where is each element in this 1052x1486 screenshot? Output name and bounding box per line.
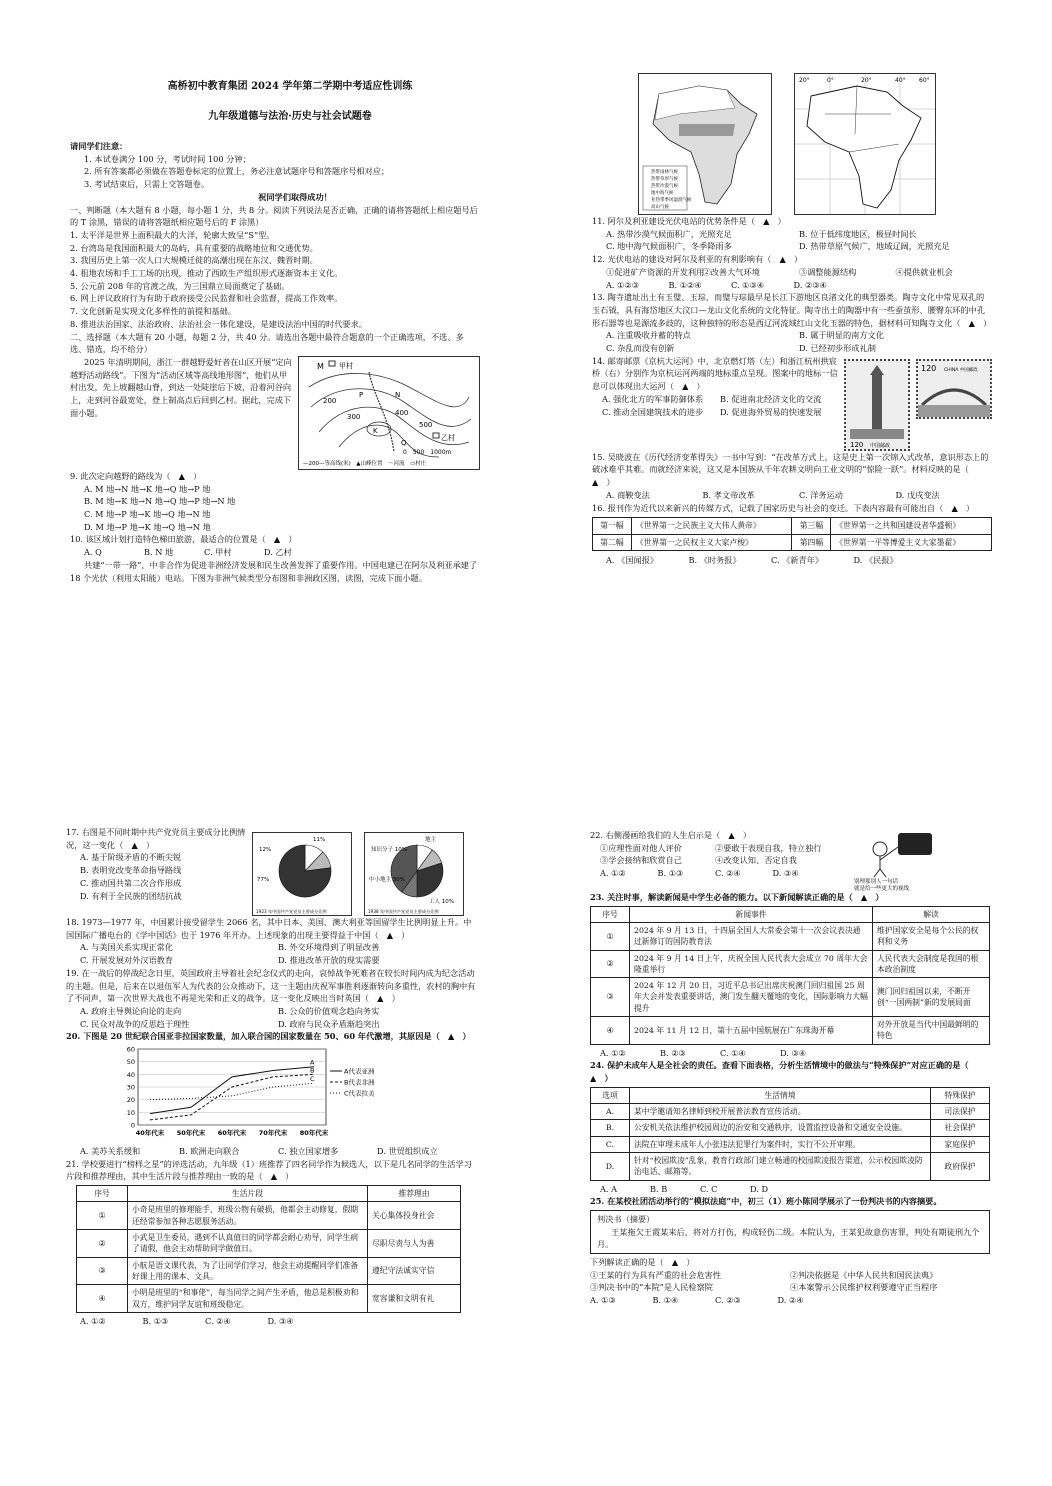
legend-climate-1: 热带雨林气候 (651, 170, 678, 175)
judge-item: 7. 文化创新是实现文化多样性的前提和基础。 (70, 306, 236, 317)
q22-sub: ①应理性面对他人评价 (600, 842, 682, 853)
q25-option: D. ②④ (777, 1295, 804, 1306)
q10-option: B. N 地 (144, 547, 174, 558)
table-cell: 家庭保护 (931, 1136, 990, 1152)
pie-label: 77% (257, 877, 270, 883)
africa-political-map (794, 73, 936, 215)
pie-caption: 1938 年中国共产党党员主要成分比例 (368, 909, 439, 914)
table-row (593, 534, 992, 550)
x-tick-label: 70年代末 (258, 1129, 288, 1138)
table-cell: 宽容谦和文明有礼 (368, 1285, 461, 1313)
table-cell: ④ (591, 1017, 630, 1045)
q11-option: D. 热带草原气候广，地域辽阔，光照充足 (799, 241, 950, 252)
pie-label: 11% (313, 837, 326, 843)
table-header: 特殊保护 (931, 1087, 990, 1103)
judge-item: 3. 我国历史上第一次人口大规模迁徙的高潮出现在东汉、魏晋时期。 (70, 255, 318, 266)
q9-option: A. M 地→N 地→K 地→Q 地→P 地 (84, 483, 211, 494)
q21-option: D. ③④ (267, 1315, 294, 1326)
q12-option: A. ①②③ (606, 279, 640, 290)
q13-stem: 13. 陶寺遗址出土有玉璧、玉琮，而璧与琮最早是长江下游地区良渚文化的典型器类。陶寺文化中常见双孔的玉石钺，具有海岱地区大汶口—龙山文化系统的文化特征。陶寺出土的陶器中有一些蚕茧形、腰臀东环的中孔形石器等也是源流多歧的，这种独特的形态是西辽河流域红山文化玉器的特色，据材料可知陶寺文化（ ▲ ） (592, 292, 992, 328)
q24-table (590, 1087, 990, 1181)
table-cell: ④ (77, 1285, 128, 1313)
q17-option: A. 基于阶级矛盾的不断尖锐 (80, 852, 182, 863)
legend-climate-5: 亚热带季风湿润气候 (651, 198, 692, 203)
q15-option: A. 商鞅变法 (606, 489, 650, 500)
table-header-row (77, 1186, 461, 1202)
table-cell: 第一幅 (593, 518, 632, 534)
judge-item: 4. 租地农场和手工工场的出现，推动了西欧生产组织形式逐渐资本主义化。 (70, 268, 343, 279)
table-cell: ② (591, 950, 630, 978)
table-cell: ③ (591, 978, 630, 1017)
map-legend: —200—等高线(米) ▲山峰位置 ～河流 ▭村庄 (303, 460, 427, 467)
table-cell: 2024 年 9 月 14 日上午，庆祝全国人民代表大会成立 70 周年大会隆重举行 (630, 950, 873, 978)
table-cell: 澳门回归祖国以来，不断开创“一国两制”新的发展局面 (873, 978, 990, 1017)
table-header: 序号 (591, 906, 630, 922)
table-cell: 小明是班里的“和事佬”，每当同学之间产生矛盾，他总是积极劝和双方，维护同学友谊和班级稳定。 (128, 1285, 368, 1313)
q18-option: A. 与美国关系实现正常化 (80, 942, 173, 953)
table-cell: 关心集体投身社会 (368, 1202, 461, 1230)
q15-option: D. 戊戌变法 (895, 489, 940, 500)
table-cell: 第四幅 (792, 534, 831, 550)
y-tick-label: 30 (126, 1083, 135, 1092)
q11-option: C. 地中海气候面积广，冬季降雨多 (606, 241, 732, 252)
table-cell: 政府保护 (931, 1152, 990, 1180)
q20-option: A. 美苏关系缓和 (80, 1146, 141, 1157)
q21-option: C. ②④ (205, 1315, 231, 1326)
q22-option: B. ①③ (657, 868, 684, 879)
q12-sub: ②改善大气环境 (702, 266, 760, 277)
table-row (77, 1230, 461, 1258)
legend-climate-3: 热带沙漠气候 (651, 184, 678, 189)
q25-sub: ④本案警示公民维护权利要遵守正当程序 (790, 1282, 938, 1293)
cartoon-caption: 别理那别人一句话 (854, 879, 899, 885)
table-header: 解读 (873, 906, 990, 922)
q18-option: C. 开展发展对外汉语教育 (80, 955, 174, 966)
q24-option: A. A (600, 1183, 618, 1194)
pie-chart-1923 (252, 832, 352, 916)
q17-option: C. 推动国共第二次合作形成 (80, 877, 182, 888)
q20-option: B. 欧洲走向联合 (179, 1146, 240, 1157)
legend-climate-4: 地中海气候 (651, 191, 674, 196)
q13-option: A. 注重吸收并蓄的特点 (606, 330, 691, 341)
table-row (591, 923, 990, 951)
judge-item: 6. 网上评议政府行为有助于政府接受公民监督和社会监督，提高工作效率。 (70, 293, 343, 304)
table-cell: 法院在审理未成年人小张违法犯罪行为案件时，实行不公开审理。 (630, 1136, 931, 1152)
series-label: B (310, 1066, 315, 1075)
pie-chart-1938 (364, 832, 464, 916)
q12-option: D. ②③④ (793, 279, 827, 290)
page-3 (66, 826, 476, 1328)
table-cell: 针对“校园欺凌”乱象，教育行政部门建立畅通的校园欺凌报告渠道，公示校园欺凌防治电话、邮箱等。 (630, 1152, 931, 1180)
table-header: 生活片段 (128, 1186, 368, 1202)
table-header-row (591, 906, 990, 922)
table-header: 生活情境 (630, 1087, 931, 1103)
q12-stem: 12. 光伏电站的建设对阿尔及利亚的有利影响有（ ▲ ） (592, 254, 803, 265)
q9-intro: 2025 年清明期间，浙江一群越野爱好者在山区开展“定向越野活动路线”。下图为“活动区域等高线地形图”，他们从甲村出发，先上坡翻越山脊，到达一处陡崖后下坡，沿着河谷向上，走到河谷最宽处，登上制高点后回到乙村。据此，完成下面小题。 (70, 356, 292, 418)
q14-option: B. 促进南北经济文化的交流 (720, 393, 822, 404)
q22-sub: ②要敢于表现自我，特立独行 (715, 842, 822, 853)
q11-option: A. 热带沙漠气候面积广，光照充足 (606, 228, 732, 239)
q19-option: C. 民众对战争的反思趋于理性 (80, 1018, 190, 1029)
pie-caption: 1923 年中国共产党党员主要成分比例 (256, 909, 327, 914)
q17-stem: 17. 右图是不同时期中共产党党员主要成分比例情况，这一变化（ ▲ ） (66, 827, 246, 850)
q21-option: B. ①③ (142, 1315, 169, 1326)
q25-stem: 25. 在某校社团活动举行的“模拟法庭”中，初三（1）班小陈同学展示了一份判决书的内容摘要。 (590, 1196, 942, 1207)
q12-option: C. ①③④ (731, 279, 765, 290)
table-row (591, 1120, 990, 1136)
table-cell: 小奇是班里的修理能手，班级公物有破损，他都会主动修复，假期还经常参加各种志愿服务活动。 (128, 1202, 368, 1230)
table-cell: C. (591, 1136, 630, 1152)
q23-option: A. ①② (600, 1047, 626, 1058)
table-header: 选项 (591, 1087, 630, 1103)
q14-option: A. 强化北方的军事防御体系 (602, 393, 704, 404)
table-cell: 2024 年 12 月 20 日，习近平总书记出席庆祝澳门回归祖国 25 周年大会并发表重要讲话，澳门发生翻天覆地的变化，国际影响力大幅提升 (630, 978, 873, 1017)
table-cell: 小航是语文课代表，为了让同学们学习，他会主动提醒同学们准备好课上用的课本、文具。 (128, 1257, 368, 1285)
q13-option: B. 属于明显的南方文化 (799, 330, 884, 341)
map-label-n: N (395, 390, 401, 399)
table-cell: 第二幅 (593, 534, 632, 550)
table-cell: 遵纪守法诚实守信 (368, 1257, 461, 1285)
q15-stem: 15. 吴晓波在《历代经济变革得失》一书中写到：“在改革方式上，这是史上第一次锦入式改革，意识形态上的破冰难乎其难。而就经济来说，这又是本国族从千年农耕文明向工业文明的“惊险一跃”。材料反映的是（ ▲ ） (592, 451, 989, 488)
table-row (593, 518, 992, 534)
q16-stem: 16. 报刊作为近代以来新兴的传媒方式，记载了国家历史与社会的变迁。下表内容最有可能出自（ ▲ ） (592, 502, 975, 513)
map-label-yicun: 乙村 (441, 433, 455, 442)
q23-option: B. ②③ (660, 1047, 686, 1058)
judge-item: 1. 太平洋是世界上面积最大的大洋，轮廓大致呈“S”型。 (70, 229, 275, 240)
pie-label: 地主 (425, 837, 437, 843)
notice-item: 3. 考试结束后，只需上交答题卷。 (84, 179, 210, 190)
q13-option: D. 已经初步形成礼制 (799, 343, 876, 354)
q24-option: D. D (750, 1183, 769, 1194)
q25-sub: ③判决书中的“本院”是人民检察院 (590, 1282, 713, 1293)
q18-option: D. 推进改革开放的现实需要 (278, 955, 380, 966)
x-tick-label: 80年代末 (299, 1129, 329, 1138)
judgment-box (590, 1210, 990, 1254)
q22-option: C. ②④ (715, 868, 741, 879)
q16-table (592, 517, 992, 551)
y-tick-label: 10 (126, 1108, 135, 1117)
q10-option: C. 甲村 (204, 547, 232, 558)
q14-stem: 14. 邮寄邮票《京杭大运河》中，北京燃灯塔（左）和浙江杭州拱宸桥（右）分别作为京杭运河两端的地标重点呈现。图案中的地标一信息可以体现出大运河（ ▲ ） (592, 355, 838, 392)
stamp-left (844, 359, 910, 451)
q22-option: D. ③④ (772, 868, 799, 879)
table-row (591, 950, 990, 978)
q24-stem: 24. 保护未成年人是全社会的责任。查看下面表格，分析生活情境中的做法与“特殊保护”对应正确的是（ ▲ ） (590, 1060, 977, 1084)
q22-option: A. ①② (600, 868, 626, 879)
table-cell: A. (591, 1104, 630, 1120)
table-cell: 社会保护 (931, 1120, 990, 1136)
q12-sub: ①促进矿产资源的开发利用 (606, 266, 705, 277)
q15-option: C. 洋务运动 (799, 489, 843, 500)
notice-item: 1. 本试卷满分 100 分，考试时间 100 分钟； (84, 153, 251, 164)
table-header: 序号 (77, 1186, 128, 1202)
q16-option: A. 《国闻报》 (606, 554, 659, 565)
series-line (150, 1083, 314, 1099)
q21-stem: 21. 学校要进行“榜样之星”的评选活动，九年级（1）班推荐了四名同学作为候选人，以下是几名同学的生活学习片段和推荐理由，其中生活片段与推荐理由一致的是（ ▲ ） (66, 1158, 472, 1182)
q23-option: D. ③④ (780, 1047, 807, 1058)
q16-option: D. 《民报》 (853, 554, 898, 565)
q23-stem: 23. 关注时事，解读新闻是中学生必备的能力。以下新闻解读正确的是（ ▲ ） (590, 892, 884, 902)
legend-climate-2: 热带草原气候 (651, 177, 678, 182)
cartoon-caption: 就是给一些更大的视线 (854, 886, 910, 891)
q24-option: C. C (700, 1183, 718, 1194)
q11-intro: 共建“一带一路”，中非合作为促进非洲经济发展和民生改善发挥了重要作用。中国电建已在阿尔及利亚承建了 18 个光伏（利用太阳能）电站。下图为非洲气候类型分布图和非洲政区图，读图，完成下面小题。 (70, 559, 478, 583)
table-cell: 第三幅 (792, 518, 831, 534)
table-cell: 《世界第一之共和国建设者华盛顿》 (831, 518, 992, 534)
q20-stem: 20. 下图是 20 世纪联合国亚非拉国家数量，加入联合国的国家数量在 50、60 年代激增，其原因是（ ▲ ） (66, 1031, 471, 1042)
pie-label: 12% (259, 847, 272, 853)
q17-option: B. 表明党改变革命指导路线 (80, 865, 182, 876)
judgment-text: 王某拖欠王霞某来后，将对方打伤，构成轻伤二级。本院认为，王某犯故意伤害罪，判处有期徒刑九个月。 (597, 1226, 980, 1250)
q22-sub: ③学会接纳和欣赏自己 (600, 855, 682, 866)
series-line (150, 1067, 314, 1114)
q9-option: D. M 地→P 地→K 地→Q 地→N 地 (84, 521, 211, 532)
table-cell: 公安机关依法维护校园周边的治安和交通秩序，设置监控设备和交通安全设施。 (630, 1120, 931, 1136)
table-cell: 维护国家安全是每个公民的权利和义务 (873, 923, 990, 951)
table-cell: ① (77, 1202, 128, 1230)
table-cell: ③ (77, 1257, 128, 1285)
q11-stem: 11. 阿尔及利亚建设光伏电站的优势条件是（ ▲ ） (592, 216, 786, 226)
wish-text: 祝同学们取得成功！ (258, 191, 332, 202)
q19-stem: 19. 在一战后的停战纪念日里，英国政府主导着社会纪念仪式的走向，哀悼战争死难者在较长时间内成为纪念活动的主题。但是，后来在以退伍军人为代表的公众推动下，这一主题由庆祝军事胜利逐渐转向多重性，农村的胸中有了不同声，第一次世界大战也不再是光荣和正义的战争。这一变化反映出当时英国（ ▲ ） (66, 967, 476, 1004)
q23-table (590, 906, 990, 1045)
q19-option: D. 政府与民众矛盾渐趋突出 (278, 1018, 380, 1029)
q14-option: C. 推动全国建筑技术的进步 (602, 406, 704, 417)
legend-label: C代表拉美 (344, 1089, 375, 1098)
stamp-value: 120 (921, 363, 937, 373)
q15-option: B. 孝文帝改革 (702, 489, 755, 500)
table-cell: 2024 年 11 月 12 日，第十五届中国航展在广东珠海开幕 (630, 1017, 873, 1045)
table-row (591, 1136, 990, 1152)
judge-item: 5. 公元前 208 年的官渡之战，为三国鼎立局面奠定了基础。 (70, 280, 290, 291)
grid-label: 0° (827, 77, 834, 84)
q18-stem: 18. 1973—1977 年，中国累计接受留学生 2066 名，其中日本、美国、澳大利亚等国留学生比例明显上升。中国国际广播电台的《学中国话》也于 1976 年开办。上述现象的出现主要得益于中国（ ▲ ） (66, 917, 472, 940)
q9-stem: 9. 此次定向越野的路线为（ ▲ ） (70, 470, 202, 481)
grid-label: 60° (919, 77, 930, 84)
q23-option: C. ①④ (720, 1047, 746, 1058)
series-label: A (310, 1058, 315, 1067)
q24-option: B. B (650, 1183, 668, 1194)
un-members-chart (116, 1043, 416, 1145)
part1-heading: 一、判断题（本大题有 8 小题，每小题 1 分，共 8 分。阅读下列说法是否正确，正确的请将答题纸上相应题号后的 T 涂黑，错误的请将答题纸相应题号后的 F 涂黑） (70, 204, 478, 228)
q25-sub: ①王某的行为具有严重的社会危害性 (590, 1269, 722, 1280)
page-4 (590, 829, 990, 1307)
q9-option: B. M 地→K 地→N 地→Q 地→P 地→N 地 (84, 496, 236, 507)
map-label-200: 200 (323, 396, 337, 405)
table-row (591, 1104, 990, 1120)
q12-sub: ③调整能源结构 (799, 266, 857, 277)
pie-label: 中小地主 30% (369, 877, 405, 883)
y-tick-label: 50 (126, 1058, 135, 1067)
q17-option: D. 有利于全民族的团结抗战 (80, 890, 182, 901)
x-tick-label: 50年代末 (176, 1129, 206, 1138)
table-row (77, 1202, 461, 1230)
q16-option: C. 《新青年》 (771, 554, 824, 565)
table-header: 新闻事件 (630, 906, 873, 922)
map-label-400: 400 (395, 408, 409, 417)
q22-sub: ④改变认知、否定自我 (715, 855, 797, 866)
notice-heading: 请同学们注意： (70, 141, 128, 151)
table-cell: 小武是卫生委员，遇到不认真值日的同学都会耐心劝导，同学生病了请假，他会主动帮助同学做值日。 (128, 1230, 368, 1258)
table-cell: 司法保护 (931, 1104, 990, 1120)
q10-option: A. Q (84, 547, 102, 558)
pie-label: 知识分子 10% (371, 847, 407, 853)
q20-option: C. 独立国家增多 (278, 1146, 339, 1157)
table-cell: 某中学邀请知名律师到校开展普法教育宣传活动。 (630, 1104, 931, 1120)
map-label-jiacun: 甲村 (339, 361, 353, 370)
stamp-country: 中国邮政 (870, 442, 891, 449)
q11-option: B. 位于低纬度地区，极昼时间长 (799, 228, 917, 239)
contour-map (298, 356, 480, 470)
q21-table (76, 1185, 461, 1313)
stamp-right (916, 359, 992, 419)
legend-climate-6: 高山气候 (651, 205, 669, 210)
y-tick-label: 40 (126, 1070, 135, 1079)
q16-option: B. 《时务报》 (688, 554, 741, 565)
q18-option: B. 外交环境得到了明显改善 (278, 942, 380, 953)
q21-option: A. ①② (80, 1315, 106, 1326)
part2-heading: 二、选择题（本大题有 20 小题，每题 2 分，共 40 分。请选出各题中最符合题意的一个正确选项，不选、多选、错选，均不给分） (70, 331, 464, 355)
table-cell: 《世界第一之民族主义大伟人黄帝》 (631, 518, 792, 534)
grid-label: 40° (895, 77, 906, 84)
table-cell: D. (591, 1152, 630, 1180)
stamp-country: CHINA 中国邮政 (944, 367, 978, 373)
table-row (591, 1152, 990, 1180)
series-line (150, 1074, 314, 1120)
pie-label: 工人 10% (429, 899, 454, 905)
judgment-title: 判决书（摘要） (597, 1213, 655, 1224)
q25-sub: ②判决依据是《中华人民共和国民法典》 (790, 1269, 938, 1280)
exam-title: 高桥初中教育集团 2024 学年第二学期中考适应性训练 (167, 81, 413, 92)
page-2 (592, 73, 992, 567)
judge-item: 2. 台湾岛是我国面积最大的岛屿，具有重要的战略地位和交通优势。 (70, 242, 318, 253)
q13-option: C. 杂乱而没有创新 (606, 343, 675, 354)
y-tick-label: 20 (126, 1096, 135, 1105)
q19-option: A. 政府主导舆论向论的走向 (80, 1005, 182, 1016)
map-label-500: 500 (419, 420, 433, 429)
q19-option: B. 公众的价值观念趋向务实 (278, 1005, 380, 1016)
q25-option: A. ①③ (590, 1295, 616, 1306)
q25-question: 下列解读正确的是（ ▲ ） (590, 1257, 695, 1268)
map-label-k: K (373, 426, 378, 435)
table-cell: 《世界第一平等博爱主义大家墨翟》 (831, 534, 992, 550)
legend-label: B代表非洲 (344, 1078, 375, 1087)
x-tick-label: 60年代末 (217, 1129, 247, 1138)
legend-label: A代表亚洲 (344, 1067, 375, 1076)
table-row (77, 1285, 461, 1313)
table-cell: 人民代表大会制度是我国的根本政治制度 (873, 950, 990, 978)
exam-subtitle: 九年级道德与法治·历史与社会试题卷 (208, 110, 372, 122)
map-label-m: M (317, 361, 324, 371)
table-cell: 对外开放是当代中国最鲜明的特色 (873, 1017, 990, 1045)
table-cell: ② (77, 1230, 128, 1258)
table-cell: ① (591, 923, 630, 951)
q20-option: D. 世贸组织成立 (377, 1146, 438, 1157)
q10-option: D. 乙村 (264, 547, 292, 558)
table-cell: 《世界第一之民权主义大家卢梭》 (631, 534, 792, 550)
stamp-value: 120 (850, 440, 864, 449)
q22-stem: 22. 右侧漫画给我们的人生启示是（ ▲ ） (590, 830, 752, 840)
table-header-row (591, 1087, 990, 1103)
table-cell: B. (591, 1120, 630, 1136)
series-label: C (310, 1075, 315, 1084)
grid-label: 20° (861, 77, 872, 84)
y-tick-label: 0 (130, 1121, 135, 1130)
q12-option: B. ①②④ (668, 279, 702, 290)
page-1 (70, 75, 480, 584)
map-label-q: Q (401, 438, 407, 447)
q10-stem: 10. 该区域计划打造特色梯田旅游，最适合的位置是（ ▲ ） (70, 534, 297, 545)
y-tick-label: 60 (126, 1045, 135, 1054)
table-row (591, 978, 990, 1017)
table-row (77, 1257, 461, 1285)
q25-option: B. ①④ (652, 1295, 679, 1306)
table-row (591, 1017, 990, 1045)
map-label-p: P (359, 390, 364, 399)
q12-sub: ④提供就业机会 (895, 266, 953, 277)
cartoon (840, 829, 960, 891)
map-label-300: 300 (347, 412, 361, 421)
table-header: 推荐理由 (368, 1186, 461, 1202)
africa-climate-map (638, 73, 772, 215)
notice-item: 2. 所有答案都必须做在答题卷标定的位置上，务必注意试题序号和答题序号相对应； (84, 166, 390, 177)
grid-label: 20° (799, 77, 810, 84)
table-cell: 2024 年 9 月 13 日，十四届全国人大常委会第十一次会议表决通过新修订的国防教育法 (630, 923, 873, 951)
q25-option: C. ②③ (715, 1295, 741, 1306)
map-scale: 0 500 1000m (403, 448, 452, 456)
q14-option: D. 促进海外贸易的快速发展 (720, 406, 822, 417)
judge-item: 8. 推进法治国家、法治政府、法治社会一体化建设，是建设法治中国的时代要求。 (70, 318, 367, 329)
q9-option: C. M 地→P 地→K 地→Q 地→N 地 (84, 509, 211, 520)
x-tick-label: 40年代末 (135, 1129, 165, 1138)
table-cell: 尽职尽责与人为善 (368, 1230, 461, 1258)
